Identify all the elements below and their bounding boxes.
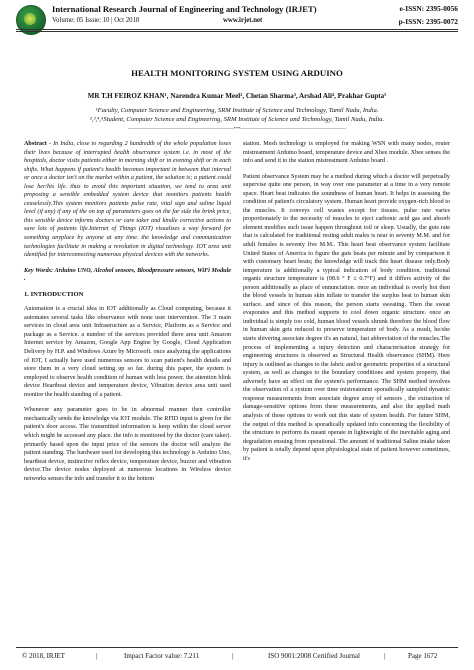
page-number: Page 1672	[408, 652, 438, 660]
footer-separator-2: |	[232, 652, 234, 660]
paper-authors: MR T.H FEIROZ KHAN¹, Narendra Kumar Meel², Chetan Sharma³, Arshad Ali⁴, Prakhar Gupta⁵	[87, 92, 387, 100]
footer-iso-certification: ISO 9001:2008 Certified Journal	[268, 652, 360, 660]
introduction-paragraph-2: Whenever any parameter goes to be in abnormal manner then controller mechanically sends the knowledge via IOT module. The RFID input is given for the patient's door access. The transmitted information is keep within the cloud server which might be accessed any place. the info is monitored by the doctor (care taker). primarily based upon the input price of the sensors the doctor will analyze the patient standing. The hardware used for developing this technology is Arduino Uno, heartbeat device, instinctive reflex device, temperature device, buzzer and vibration device.The device nodes deployed at numerous locations in Wireless device networks senses the info and transfer it to the bottom	[24, 407, 231, 482]
volume-info: Volume: 05 Issue: 10 | Oct 2018	[52, 17, 140, 24]
footer-separator-3: |	[384, 652, 386, 660]
e-issn: e-ISSN: 2395-0056	[399, 4, 458, 13]
left-column	[24, 140, 231, 490]
header-divider	[16, 29, 458, 30]
footer-divider	[16, 647, 458, 648]
affiliation-students: ²,³,⁴,⁵Student, Computer Science and Engineering, SRM Institute of Science and Technology, Tamil Nadu, India.	[89, 116, 385, 123]
abstract-paragraph	[24, 140, 231, 260]
abstract-text: - In India, close to regarding 2 hundredth of the whole population loses their lives because of interrupted health observance system i.e. in most of the hospitals, doctor visits patients either in morning shift or in evening shift or in each shifts. What happens if patient's health becomes important in between that interval or once a doctor isn't on the market within a patient, the solution is; a patient could lose her/his life. thus to avoid this important situation, we tend to area unit proposing a sensible embedded system device that monitors patients health ceaselessly.This system monitors patients pulse rate, vital sign and saline liquid level (if any) if any of the on top of parameters goes on the far side the brink price, this sensible device informs doctors or care taker and kindle corrective actions to save lots of patients life.Internet of Things (IOT) visualizes a way forward for something anyplace by anyone at any time. the knowledge and communication technologies facilitate in making a revolution in digital technology. IOT area unit identified for interconnecting numerous physical devices with the networks.	[24, 141, 231, 259]
section-separator: ---------------------------------------------------------------------***---------------------------------------------------------------------	[128, 126, 346, 131]
p-issn: p-ISSN: 2395-0072	[398, 17, 458, 26]
keywords: Key Words: Arduino UNO, Alcohol sensors, Bloodpressure sensors, WiFi Module .	[24, 267, 231, 283]
right-column	[243, 140, 450, 470]
header-divider-second	[16, 31, 458, 32]
journal-name: International Research Journal of Engineering and Technology (IRJET)	[52, 4, 317, 14]
introduction-heading: 1. INTRODUCTION	[24, 290, 84, 298]
journal-website-link[interactable]: www.irjet.net	[223, 17, 263, 24]
footer-copyright: © 2018, IRJET	[22, 652, 65, 660]
journal-header	[16, 3, 458, 41]
abstract-label: Abstract	[24, 141, 47, 147]
body-paragraph-patient-observance: Patient observance System may be a method during which a doctor will perpetually supervise quite one person, in way over one parameter at a time in a very remote space. Heart beat indicates the soundness of human heart. It helps in assessing the condition of patient's circulatory system. Human heart provide oxygen-rich blood to the muscles. It conveys cell wastes except for tissues. pulse rate varies proportionately to the necessity of muscles to eject carbonic acid gas and absorb element modifies such issue happen throughout toil or sleep. Usually, the guts rate that is calculated for traditional resting adult males is near to seventy M.M. and for adult females is seventy five M.M.. This heart beat observance system facilitate United States of America to figure the guts beats per minute and by comparison it with customary heart beats; the knowledge will track this heart disease only.Body temperature is additionally a typical indication of body condition. traditional organic structure temperature is (98.6 ° F ± 0.7°F) and it differs activity of the person additionally as place of ennunciation. once an individual is overly hot then the blood vessels in human skin inflate to transfer the surplus heat to human skin surface. and since of this reason, the person starts sweating. Then the sweat evaporates and this method supports to cool down organic structure. once an individual is simply too cold, human blood vessels shrunk therefore the blood flow in human skin gets reduced to preserve temperature of body. As a result, he/she starts shivering associate degree it's an natural, fast abbreviation of the muscles.The process of implementing a injury detection and characterisation strategy for engineering structures is observed as Structural Health observance (SHM). Here injury is outlined as changes to the fabric and/or geometric properties of a structural system, as well as changes to the boundary conditions and system property, that adversely have an effect on the system's performance. The SHM method involves the observation of a system over time mistreatment sporadically sampled dynamic response measurements from associate degree array of sensors , the extraction of damage-sensitive options from these measurements, and also the applied math analysis of those options to work out this state of system health. For future SHM, the output of this method is sporadically updated info concerning the flexibility of the structure to perform its meant operate in lightweight of the inevitable aging and degradation ensuing from operational. The amount of traditional Saline intake taken by patient is totally depend upon physiological state of patient however sometimes, it's	[243, 173, 450, 462]
footer-separator-1: |	[96, 652, 98, 660]
body-paragraph-continued: station. Mesh technology is employed for making WSN with many nodes, router mistreatment Arduino board, temperature device and Xbee module. Xbee senses the info and send it to the station mistreatment Arduino board .	[243, 141, 450, 165]
affiliation-faculty: ¹Faculty, Computer Science and Engineering, SRM Institute of Science and Technology, Tamil Nadu, India.	[95, 107, 379, 114]
footer-impact-factor: Impact Factor value: 7.211	[124, 652, 200, 660]
introduction-paragraph-1: Automation is a crucial idea in IOT additionally as Cloud computing, because it automates several tasks like observance with none user intervention. The 3 main services in cloud area unit Infrastructure as a Service, Platform as a Service and package as a Service. a number of the services provided there area unit Amazon Internet service by Amazon, Google App Engine by Google, Cloud Application Delivery by H.P. and Windows Azure by Microsoft. once analyzing the applications of IOT, I actually have used numerous sensors to scan patient's health details and store them in a very cloud setting up so far. during this paper, the system is employed to observe health condition of human with less power. the attention blink device Heartbeat device and temperature device, Vibration device area unit used monitor the health standing of a patient.	[24, 306, 231, 398]
paper-title: HEALTH MONITORING SYSTEM USING ARDUINO	[131, 68, 343, 78]
